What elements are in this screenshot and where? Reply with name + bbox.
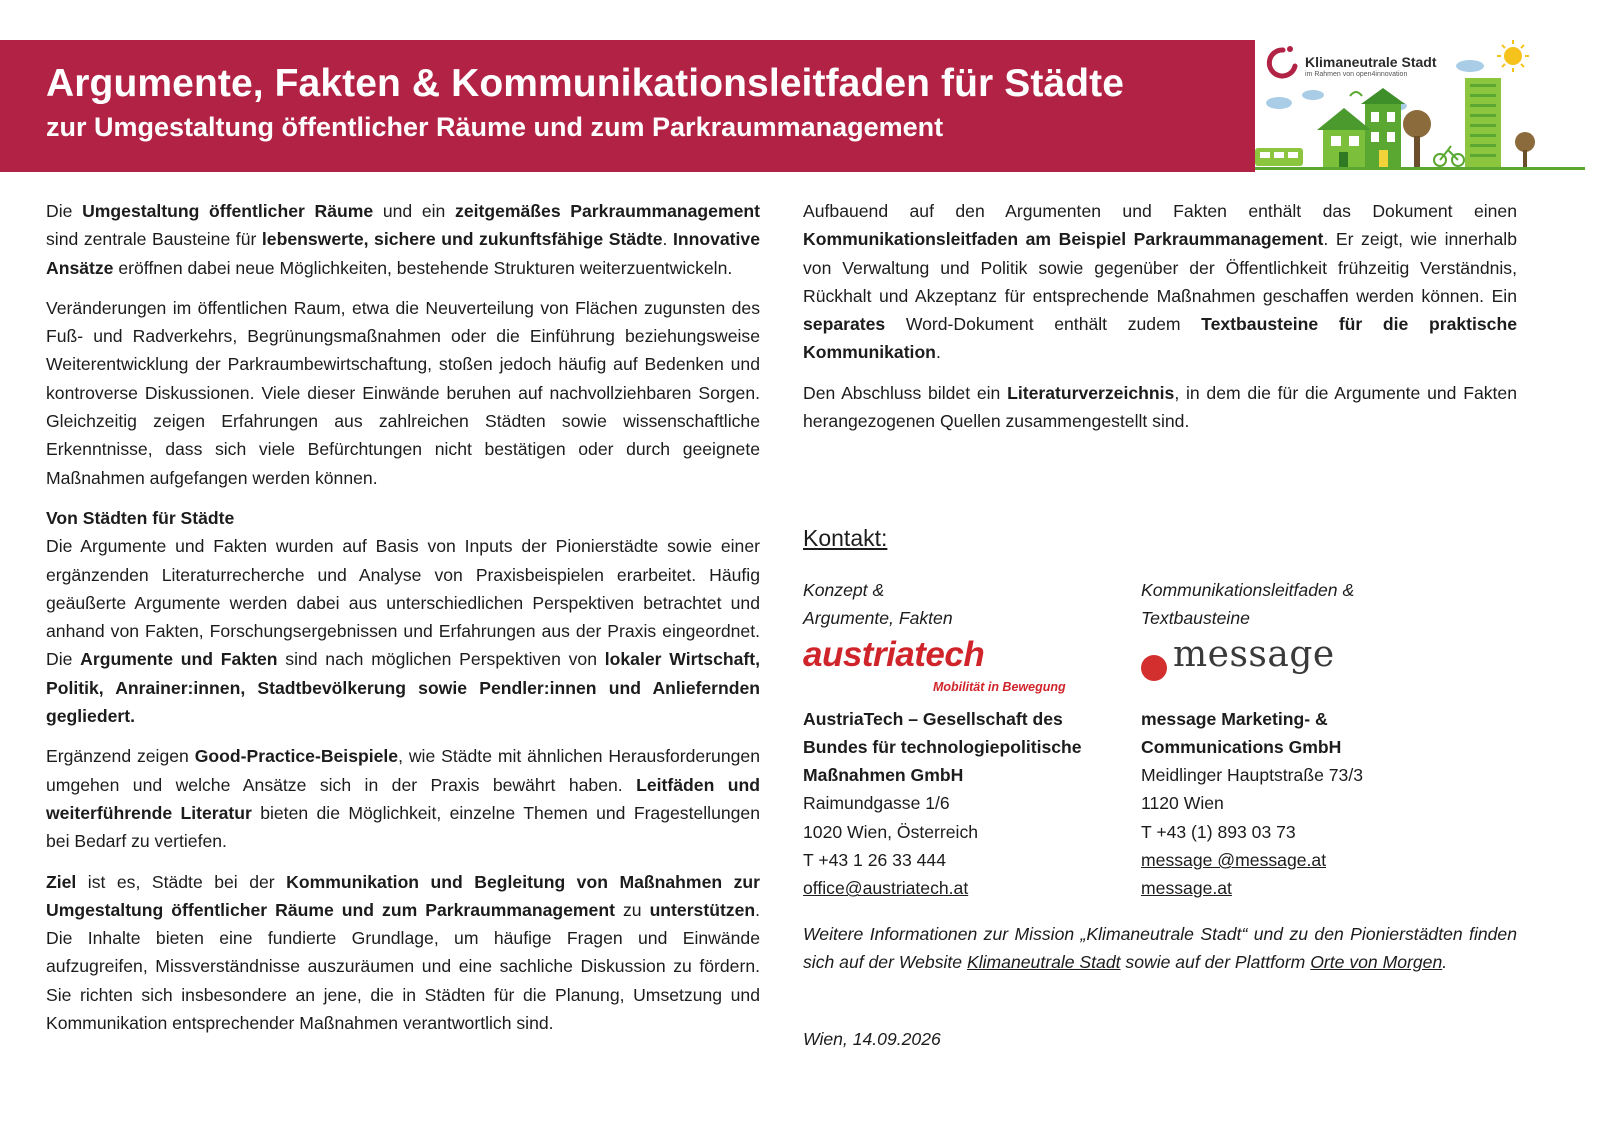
text-run: sind zentrale Bausteine für (46, 229, 262, 250)
phone: T +43 (1) 893 03 73 (1141, 821, 1296, 842)
bold-text-run: separates (803, 314, 886, 335)
info-text: . (1442, 952, 1448, 973)
bold-text-run: Innovative Ansätze (46, 229, 760, 278)
text-run: eröffnen dabei neue Möglichkeiten, bestehende Strukturen weiterzuentwickeln. (113, 257, 733, 278)
message-logo-word: message (1173, 633, 1335, 675)
left-column (46, 197, 760, 1049)
street: Raimundgasse 1/6 (803, 793, 950, 814)
bold-text-run: lokaler Wirtschaft, Politik, Anrainer:innen, Stadtbevölkerung sowie Pendler:innen und Anliefernden gegliedert. (46, 649, 761, 727)
bold-text-run: zeitgemäßes Parkraummanagement (455, 201, 760, 221)
bold-text-run: Ziel (46, 871, 77, 892)
message-dot-icon (1141, 655, 1167, 681)
page-title: Argumente, Fakten & Kommunikationsleitfaden für Städte (46, 62, 1125, 105)
guide-paragraph (803, 197, 1517, 367)
role-line: Kommunikationsleitfaden & (1141, 580, 1355, 600)
text-run: und ein (373, 201, 456, 221)
bold-text-run: Kommunikationsleitfaden am Beispiel Parkraummanagement (803, 229, 1324, 250)
bold-text-run: Textbausteine für die praktische Kommunikation (803, 314, 1518, 363)
date-line: Wien, 14.09.2026 (803, 1029, 941, 1049)
text-run: . (662, 229, 673, 250)
good-practice-paragraph (46, 742, 760, 855)
bold-text-run: unterstützen (649, 899, 756, 920)
logo-name: Klimaneutrale Stadt (1305, 54, 1437, 70)
austriatech-logo-word: austriatech (803, 634, 985, 674)
austriatech-logo (803, 634, 1123, 697)
city: 1020 Wien, Österreich (803, 821, 979, 842)
company-name: Communications GmbH (1141, 736, 1342, 757)
text-run: . Die Inhalte bieten eine fundierte Grundlage, um häufige Fragen und Einwände aufzugreifen, Missverständnisse auszuräumen und eine sachliche Diskussion zu fördern. Sie richten sich insbesondere an jene, die in Städten für die Planung, Umsetzung und Kommunikation entsprechender Maßnahmen verantwortlich sind. (46, 899, 761, 1034)
bibliography-paragraph (803, 379, 1517, 436)
text-run: Word-Dokument enthält zudem (885, 314, 1202, 335)
text-run: , wie Städte mit ähnlichen Herausforderungen umgehen und welche Ansätze sich in der Praxis bewährt haben. (46, 746, 760, 795)
email-link[interactable]: office@austriatech.at (803, 878, 969, 899)
text-run: Den Abschluss bildet ein (803, 382, 1008, 403)
info-text: sowie auf der Plattform (1120, 952, 1311, 973)
page-subtitle: zur Umgestaltung öffentlicher Räume und zum Parkraummanagement (46, 112, 944, 142)
bold-text-run: Good-Practice-Beispiele (194, 746, 399, 767)
bold-text-run: lebenswerte, sichere und zukunftsfähige Städte (261, 229, 663, 250)
text-run: . Er zeigt, wie innerhalb von Verwaltung und Politik sowie gegenüber der Öffentlichkeit frühzeitig Verständnis, Rückhalt und Akzeptanz für entsprechende Maßnahmen geschaffen werden können. Ein (803, 229, 1518, 306)
contact-message (1141, 576, 1471, 903)
role-line: Argumente, Fakten (803, 608, 953, 629)
city: 1120 Wien (1141, 793, 1224, 814)
logo-tagline: im Rahmen von open4innovation (1305, 71, 1408, 78)
company-name: AustriaTech – Gesellschaft des (803, 708, 1063, 729)
email-link[interactable]: message @message.at (1141, 850, 1327, 871)
logo-text (1305, 54, 1436, 78)
bold-text-run: Umgestaltung öffentlicher Räume (82, 201, 374, 221)
info-text: Weitere Informationen zur Mission „Klimaneutrale Stadt“ und zu den Pionierstädten finden sich auf der Website (803, 924, 1517, 973)
right-column (803, 197, 1517, 447)
role-line: Textbausteine (1141, 608, 1250, 629)
text-run: , in dem die für die Argumente und Fakten herangezogenen Quellen zusammengestellt sind. (803, 382, 1517, 432)
text-run: Die (46, 201, 83, 221)
bold-text-run: Argumente und Fakten (80, 649, 278, 670)
text-run: Aufbauend auf den Argumenten und Fakten enthält das Dokument einen (803, 201, 1517, 221)
text-run: . (935, 342, 941, 363)
text-run: bieten die Möglichkeit, einzelne Themen und Fragestellungen bei Bedarf zu vertiefen. (46, 802, 760, 852)
bold-text-run: Kommunikation und Begleitung von Maßnahmen zur Umgestaltung öffentlicher Räume und zum Parkraummanagement (46, 871, 760, 920)
text-run: Die Argumente und Fakten wurden auf Basis von Inputs der Pionierstädte sowie einer ergänzenden Literaturrecherche und Analyse von Praxisbeispielen erarbeitet. Häufig geäußerte Argumente werden dabei aus unterschiedlichen Perspektiven betrachtet und anhand von Fakten, Forschungsergebnissen und Erfahrungen aus der Praxis eingeordnet. Die (46, 536, 760, 670)
header-banner (0, 40, 1255, 172)
goal-paragraph (46, 868, 760, 1038)
company-name: Bundes für technologiepolitische (803, 736, 1082, 757)
phone: T +43 1 26 33 444 (803, 850, 946, 871)
role-line: Konzept & (803, 580, 885, 600)
challenges-paragraph: Veränderungen im öffentlichen Raum, etwa die Neuverteilung von Flächen zugunsten des Fuß- und Radverkehrs, Begrünungsmaßnahmen oder die Einführung beziehungsweise Weiterentwicklung der Parkraumbewirtschaftung, stoßen jedoch häufig auf Bedenken und kontroverse Diskussionen. Viele dieser Einwände beruhen auf nachvollziehbaren Sorgen. Gleichzeitig zeigen Erfahrungen aus zahlreichen Städten sowie wissenschaftliche Erkenntnisse, dass sich viele Befürchtungen nicht bestätigen oder durch geeignete Maßnahmen aufgefangen werden können. (46, 297, 760, 488)
website-link[interactable]: message.at (1141, 878, 1232, 899)
orte-von-morgen-link[interactable]: Orte von Morgen (1310, 952, 1443, 973)
street: Meidlinger Hauptstraße 73/3 (1141, 765, 1363, 786)
text-run: ist es, Städte bei der (76, 871, 287, 892)
bold-text-run: Literaturverzeichnis (1007, 382, 1175, 403)
company-name: message Marketing- & (1141, 708, 1328, 729)
message-logo (1141, 633, 1471, 697)
austriatech-logo-slogan: Mobilität in Bewegung (933, 679, 1066, 694)
text-run: Ergänzend zeigen (46, 746, 195, 767)
text-run: sind nach möglichen Perspektiven von (277, 649, 605, 670)
contact-austriatech (803, 576, 1123, 903)
section-heading: Von Städten für Städte (46, 507, 235, 528)
contact-heading: Kontakt: (803, 525, 888, 551)
more-info-text (803, 920, 1517, 977)
text-run: zu (614, 899, 650, 920)
klimaneutrale-stadt-link[interactable]: Klimaneutrale Stadt (966, 952, 1121, 973)
method-paragraph (46, 532, 760, 730)
bold-text-run: Leitfäden und weiterführende Literatur (46, 774, 760, 823)
klimaneutrale-stadt-logo (1255, 36, 1585, 174)
intro-paragraph (46, 197, 760, 282)
company-name: Maßnahmen GmbH (803, 765, 964, 786)
